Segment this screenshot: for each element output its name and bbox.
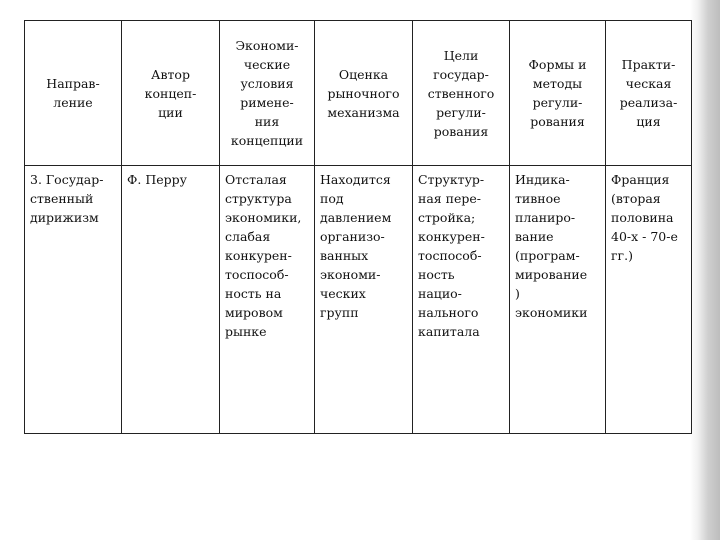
header-regulation-goals: Цели государ- ственного регули- рования (413, 21, 510, 166)
header-row (25, 21, 692, 166)
header-direction: Направ- ление (25, 21, 122, 166)
header-practical-implementation: Практи- ческая реализа- ция (606, 21, 692, 166)
cell-regulation-goals: Структур- ная пере- стройка; конкурен- тоспособ- ность нацио- нального капитала (413, 166, 510, 434)
table-row (25, 166, 692, 434)
cell-author: Ф. Перру (122, 166, 220, 434)
cell-direction: 3. Государ- ственный дирижизм (25, 166, 122, 434)
decorative-side-bar (690, 0, 720, 540)
cell-market-assessment: Находится под давлением организо- ванных экономи- ческих групп (315, 166, 413, 434)
header-forms-methods: Формы и методы регули- рования (510, 21, 606, 166)
cell-practical-implementation: Франция (вторая половина 40-х - 70-е гг.) (606, 166, 692, 434)
header-economic-conditions: Экономи- ческие условия римене- ния концепции (220, 21, 315, 166)
header-market-assessment: Оценка рыночного механизма (315, 21, 413, 166)
regulation-concepts-table (24, 20, 692, 434)
cell-forms-methods: Индика- тивное планиро- вание (програм- мирование ) экономики (510, 166, 606, 434)
header-author: Автор концеп- ции (122, 21, 220, 166)
cell-economic-conditions: Отсталая структура экономики, слабая конкурен- тоспособ- ность на мировом рынке (220, 166, 315, 434)
